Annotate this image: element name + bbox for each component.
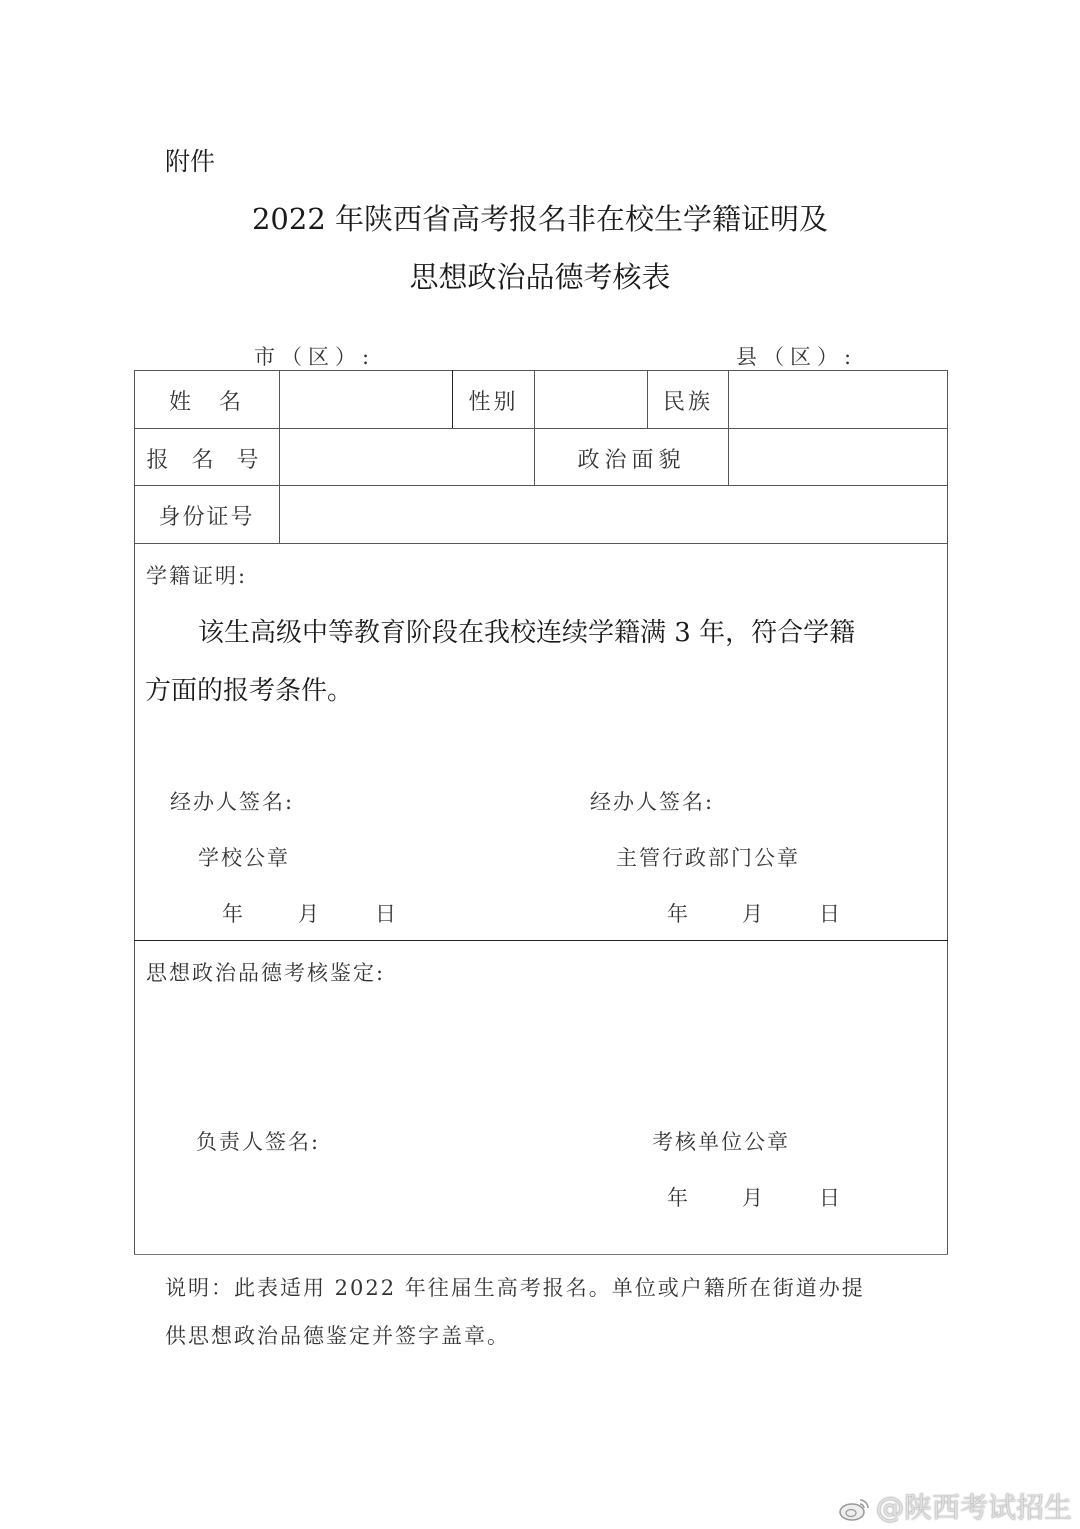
school-date-year: 年 [222, 902, 245, 926]
registration-number-field[interactable] [280, 429, 534, 485]
authority-handler-signature-label: 经办人签名: [590, 790, 715, 814]
attachment-label: 附件 [165, 147, 216, 176]
school-date-day: 日 [375, 902, 398, 926]
school-handler-signature-label: 经办人签名: [170, 790, 295, 814]
school-date-month: 月 [298, 902, 321, 926]
political-status-label: 政治面貌 [577, 448, 686, 473]
evaluation-date-day: 日 [819, 1186, 842, 1210]
authority-seal-label: 主管行政部门公章 [616, 846, 800, 870]
registration-number-label: 报 名 号 [146, 448, 267, 473]
political-status-field[interactable] [729, 429, 947, 485]
id-number-field[interactable] [280, 486, 947, 543]
watermark [838, 1486, 1072, 1526]
authority-date-month: 月 [742, 902, 765, 926]
gender-label: 性别 [468, 390, 519, 415]
weibo-icon [838, 1496, 872, 1522]
school-seal-label: 学校公章 [198, 846, 290, 870]
name-field[interactable] [280, 371, 452, 428]
evaluation-date-year: 年 [667, 1186, 690, 1210]
table-border-right [947, 370, 948, 1255]
city-label: 市（区）: [254, 345, 376, 369]
watermark-text: @陕西考试招生 [875, 1491, 1072, 1524]
name-label: 姓 名 [168, 390, 244, 415]
evaluation-seal-label: 考核单位公章 [652, 1130, 790, 1154]
ethnicity-label: 民族 [662, 390, 713, 415]
note-line-2: 供思想政治品德鉴定并签字盖章。 [165, 1324, 510, 1348]
enrollment-statement-line-2: 方面的报考条件。 [145, 676, 354, 706]
enrollment-heading: 学籍证明: [146, 564, 248, 588]
county-label: 县（区）: [736, 345, 858, 369]
authority-date-day: 日 [819, 902, 842, 926]
section-divider [134, 940, 948, 941]
note-line-1: 说明：此表适用 2022 年往届生高考报名。单位或户籍所在街道办提 [165, 1276, 865, 1300]
row-divider [134, 543, 948, 544]
ethnicity-field[interactable] [729, 371, 947, 428]
id-number-label: 身份证号 [158, 505, 255, 530]
title-line-1: 2022 年陕西省高考报名非在校生学籍证明及 [251, 202, 829, 236]
enrollment-statement-line-1: 该生高级中等教育阶段在我校连续学籍满 3 年，符合学籍 [198, 618, 856, 648]
gender-field[interactable] [535, 371, 647, 428]
table-border-bottom [134, 1254, 948, 1255]
authority-date-year: 年 [667, 902, 690, 926]
evaluation-signer-label: 负责人签名: [196, 1130, 321, 1154]
evaluation-heading: 思想政治品德考核鉴定: [146, 961, 386, 985]
title-line-2: 思想政治品德考核表 [409, 260, 671, 294]
evaluation-date-month: 月 [742, 1186, 765, 1210]
